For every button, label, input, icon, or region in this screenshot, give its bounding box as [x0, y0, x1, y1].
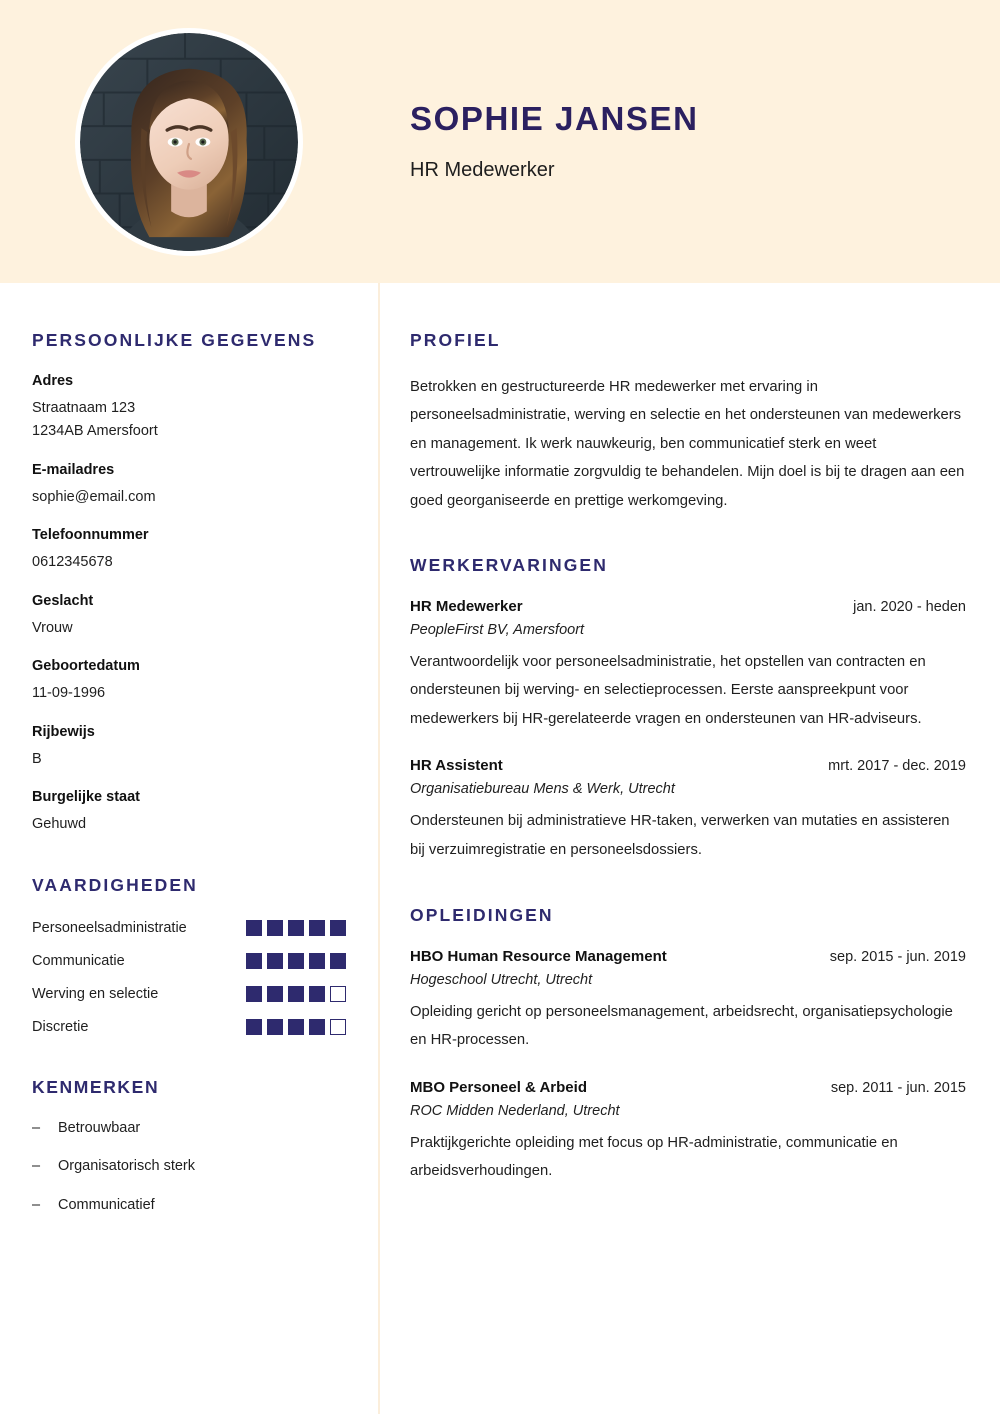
skill-square-filled	[288, 920, 304, 936]
personal-detail-item	[32, 527, 346, 574]
skill-square-filled	[246, 1019, 262, 1035]
entry-date: sep. 2015 - jun. 2019	[829, 949, 966, 966]
personal-detail-label: Adres	[32, 373, 74, 389]
personal-detail-label: Geboortedatum	[32, 658, 140, 675]
trait-item	[32, 1197, 346, 1214]
entry-title: MBO Personeel & Arbeid	[410, 1078, 587, 1096]
skill-rating	[246, 953, 346, 969]
personal-detail-value: 0612345678	[32, 554, 113, 571]
education-list	[410, 948, 966, 1186]
header-text	[410, 101, 699, 182]
entry-header	[410, 948, 966, 965]
skill-square-filled	[246, 953, 262, 969]
entry-date: mrt. 2017 - dec. 2019	[828, 758, 966, 775]
sidebar	[0, 283, 378, 1414]
skill-square-filled	[309, 986, 325, 1002]
entry-date: sep. 2011 - jun. 2015	[830, 1079, 966, 1096]
cv-entry	[410, 598, 966, 733]
section-heading-traits: KENMERKEN	[32, 1076, 160, 1097]
entry-organisation: Organisatiebureau Mens & Werk, Utrecht	[410, 781, 675, 798]
skill-square-filled	[330, 920, 346, 936]
personal-detail-item	[32, 373, 346, 444]
entry-date: jan. 2020 - heden	[853, 599, 966, 616]
traits-list	[32, 1120, 346, 1214]
skill-rating	[246, 986, 346, 1002]
skill-square-filled	[267, 920, 283, 936]
skill-square-filled	[246, 986, 262, 1002]
entry-header	[410, 598, 966, 615]
trait-item	[32, 1158, 346, 1175]
personal-detail-item	[32, 658, 346, 705]
skill-square-filled	[330, 953, 346, 969]
skill-name: Werving en selectie	[32, 985, 159, 1002]
entry-title: HR Assistent	[410, 757, 503, 775]
personal-detail-value: 11-09-1996	[32, 685, 106, 702]
dash-bullet-icon: –	[32, 1196, 41, 1213]
section-heading-skills: VAARDIGHEDEN	[32, 874, 198, 895]
portrait-photo	[80, 33, 298, 251]
skill-square-empty	[330, 986, 346, 1002]
entry-description: Verantwoordelijk voor personeelsadministratie, het opstellen van contracten en ondersteunen bij werving- en selectieprocessen. Eerste aanspreekpunt voor medewerkers bij HR-gerelateerde vragen en ondersteunen van HR-adviseurs.	[410, 654, 926, 727]
skill-square-empty	[330, 1019, 346, 1035]
personal-detail-label: Burgelijke staat	[32, 789, 140, 806]
skill-row	[32, 951, 346, 971]
entry-description: Praktijkgerichte opleiding met focus op HR-administratie, communicatie en arbeidsverhoudingen.	[410, 1134, 898, 1180]
personal-detail-value: B	[32, 750, 42, 767]
skill-row	[32, 918, 346, 938]
personal-detail-item	[32, 789, 346, 836]
cv-entry	[410, 948, 966, 1055]
skill-square-filled	[309, 953, 325, 969]
skill-square-filled	[288, 1019, 304, 1035]
skill-row	[32, 984, 346, 1004]
cv-entry	[410, 757, 966, 864]
personal-detail-label: E-mailadres	[32, 461, 115, 478]
personal-detail-label: Telefoonnummer	[32, 527, 149, 544]
column-divider	[378, 283, 380, 1414]
personal-detail-value: Straatnaam 123 1234AB Amersfoort	[32, 400, 158, 440]
skill-square-filled	[267, 953, 283, 969]
entry-title: HBO Human Resource Management	[410, 948, 667, 966]
entry-organisation: Hogeschool Utrecht, Utrecht	[410, 972, 593, 989]
cv-entry	[410, 1079, 966, 1186]
personal-detail-value: Gehuwd	[32, 816, 87, 833]
skill-square-filled	[267, 986, 283, 1002]
personal-detail-value: sophie@email.com	[32, 488, 156, 505]
skill-rating	[246, 1019, 346, 1035]
skill-rating	[246, 920, 346, 936]
personal-detail-value: Vrouw	[32, 619, 73, 636]
trait-label: Organisatorisch sterk	[58, 1158, 195, 1175]
skill-name: Communicatie	[32, 952, 125, 969]
skills-list	[32, 918, 346, 1037]
section-heading-profile: PROFIEL	[410, 330, 501, 350]
cv-body	[0, 283, 1000, 1414]
experience-list	[410, 598, 966, 864]
cv-header	[0, 0, 1000, 283]
personal-detail-label: Geslacht	[32, 592, 94, 609]
skill-square-filled	[309, 920, 325, 936]
section-heading-experience: WERKERVARINGEN	[410, 555, 608, 576]
profile-text: Betrokken en gestructureerde HR medewerker met ervaring in personeelsadministratie, werving en selectie en het ondersteunen van medewerkers en management. Ik werk nauwkeurig, ben communicatief sterk en weet vertrouwelijke informatie zorgvuldig te behandelen. Mijn doel is bij te dragen aan een goed georganiseerde en prettige werkomgeving.	[410, 379, 965, 509]
entry-title: HR Medewerker	[410, 598, 523, 616]
skill-row	[32, 1017, 346, 1037]
skill-name: Personeelsadministratie	[32, 919, 187, 936]
entry-description: Ondersteunen bij administratieve HR-taken, verwerken van mutaties en assisteren bij verzuimregistratie en personeelsdossiers.	[410, 813, 950, 858]
trait-label: Betrouwbaar	[58, 1119, 141, 1136]
section-heading-education: OPLEIDINGEN	[410, 905, 554, 926]
avatar	[75, 28, 303, 256]
full-name: SOPHIE JANSEN	[410, 99, 699, 137]
personal-detail-item	[32, 462, 346, 509]
personal-details-list	[32, 373, 346, 837]
skill-name: Discretie	[32, 1018, 89, 1035]
skill-square-filled	[288, 986, 304, 1002]
skill-square-filled	[267, 1019, 283, 1035]
trait-label: Communicatief	[58, 1196, 155, 1213]
entry-organisation: PeopleFirst BV, Amersfoort	[410, 622, 585, 639]
section-heading-personal: PERSOONLIJKE GEGEVENS	[32, 330, 317, 350]
dash-bullet-icon: –	[32, 1158, 41, 1175]
personal-detail-item	[32, 593, 346, 640]
skill-square-filled	[288, 953, 304, 969]
skill-square-filled	[309, 1019, 325, 1035]
dash-bullet-icon: –	[32, 1119, 41, 1136]
trait-item	[32, 1120, 346, 1137]
personal-detail-item	[32, 724, 346, 771]
entry-organisation: ROC Midden Nederland, Utrecht	[410, 1102, 620, 1119]
entry-description: Opleiding gericht op personeelsmanagement, arbeidsrecht, organisatiepsychologie en HR-processen.	[410, 1004, 953, 1049]
skill-square-filled	[246, 920, 262, 936]
entry-header	[410, 1079, 966, 1096]
personal-detail-label: Rijbewijs	[32, 723, 95, 740]
job-title: HR Medewerker	[410, 159, 555, 182]
main-content	[378, 283, 1000, 1414]
entry-header	[410, 757, 966, 774]
